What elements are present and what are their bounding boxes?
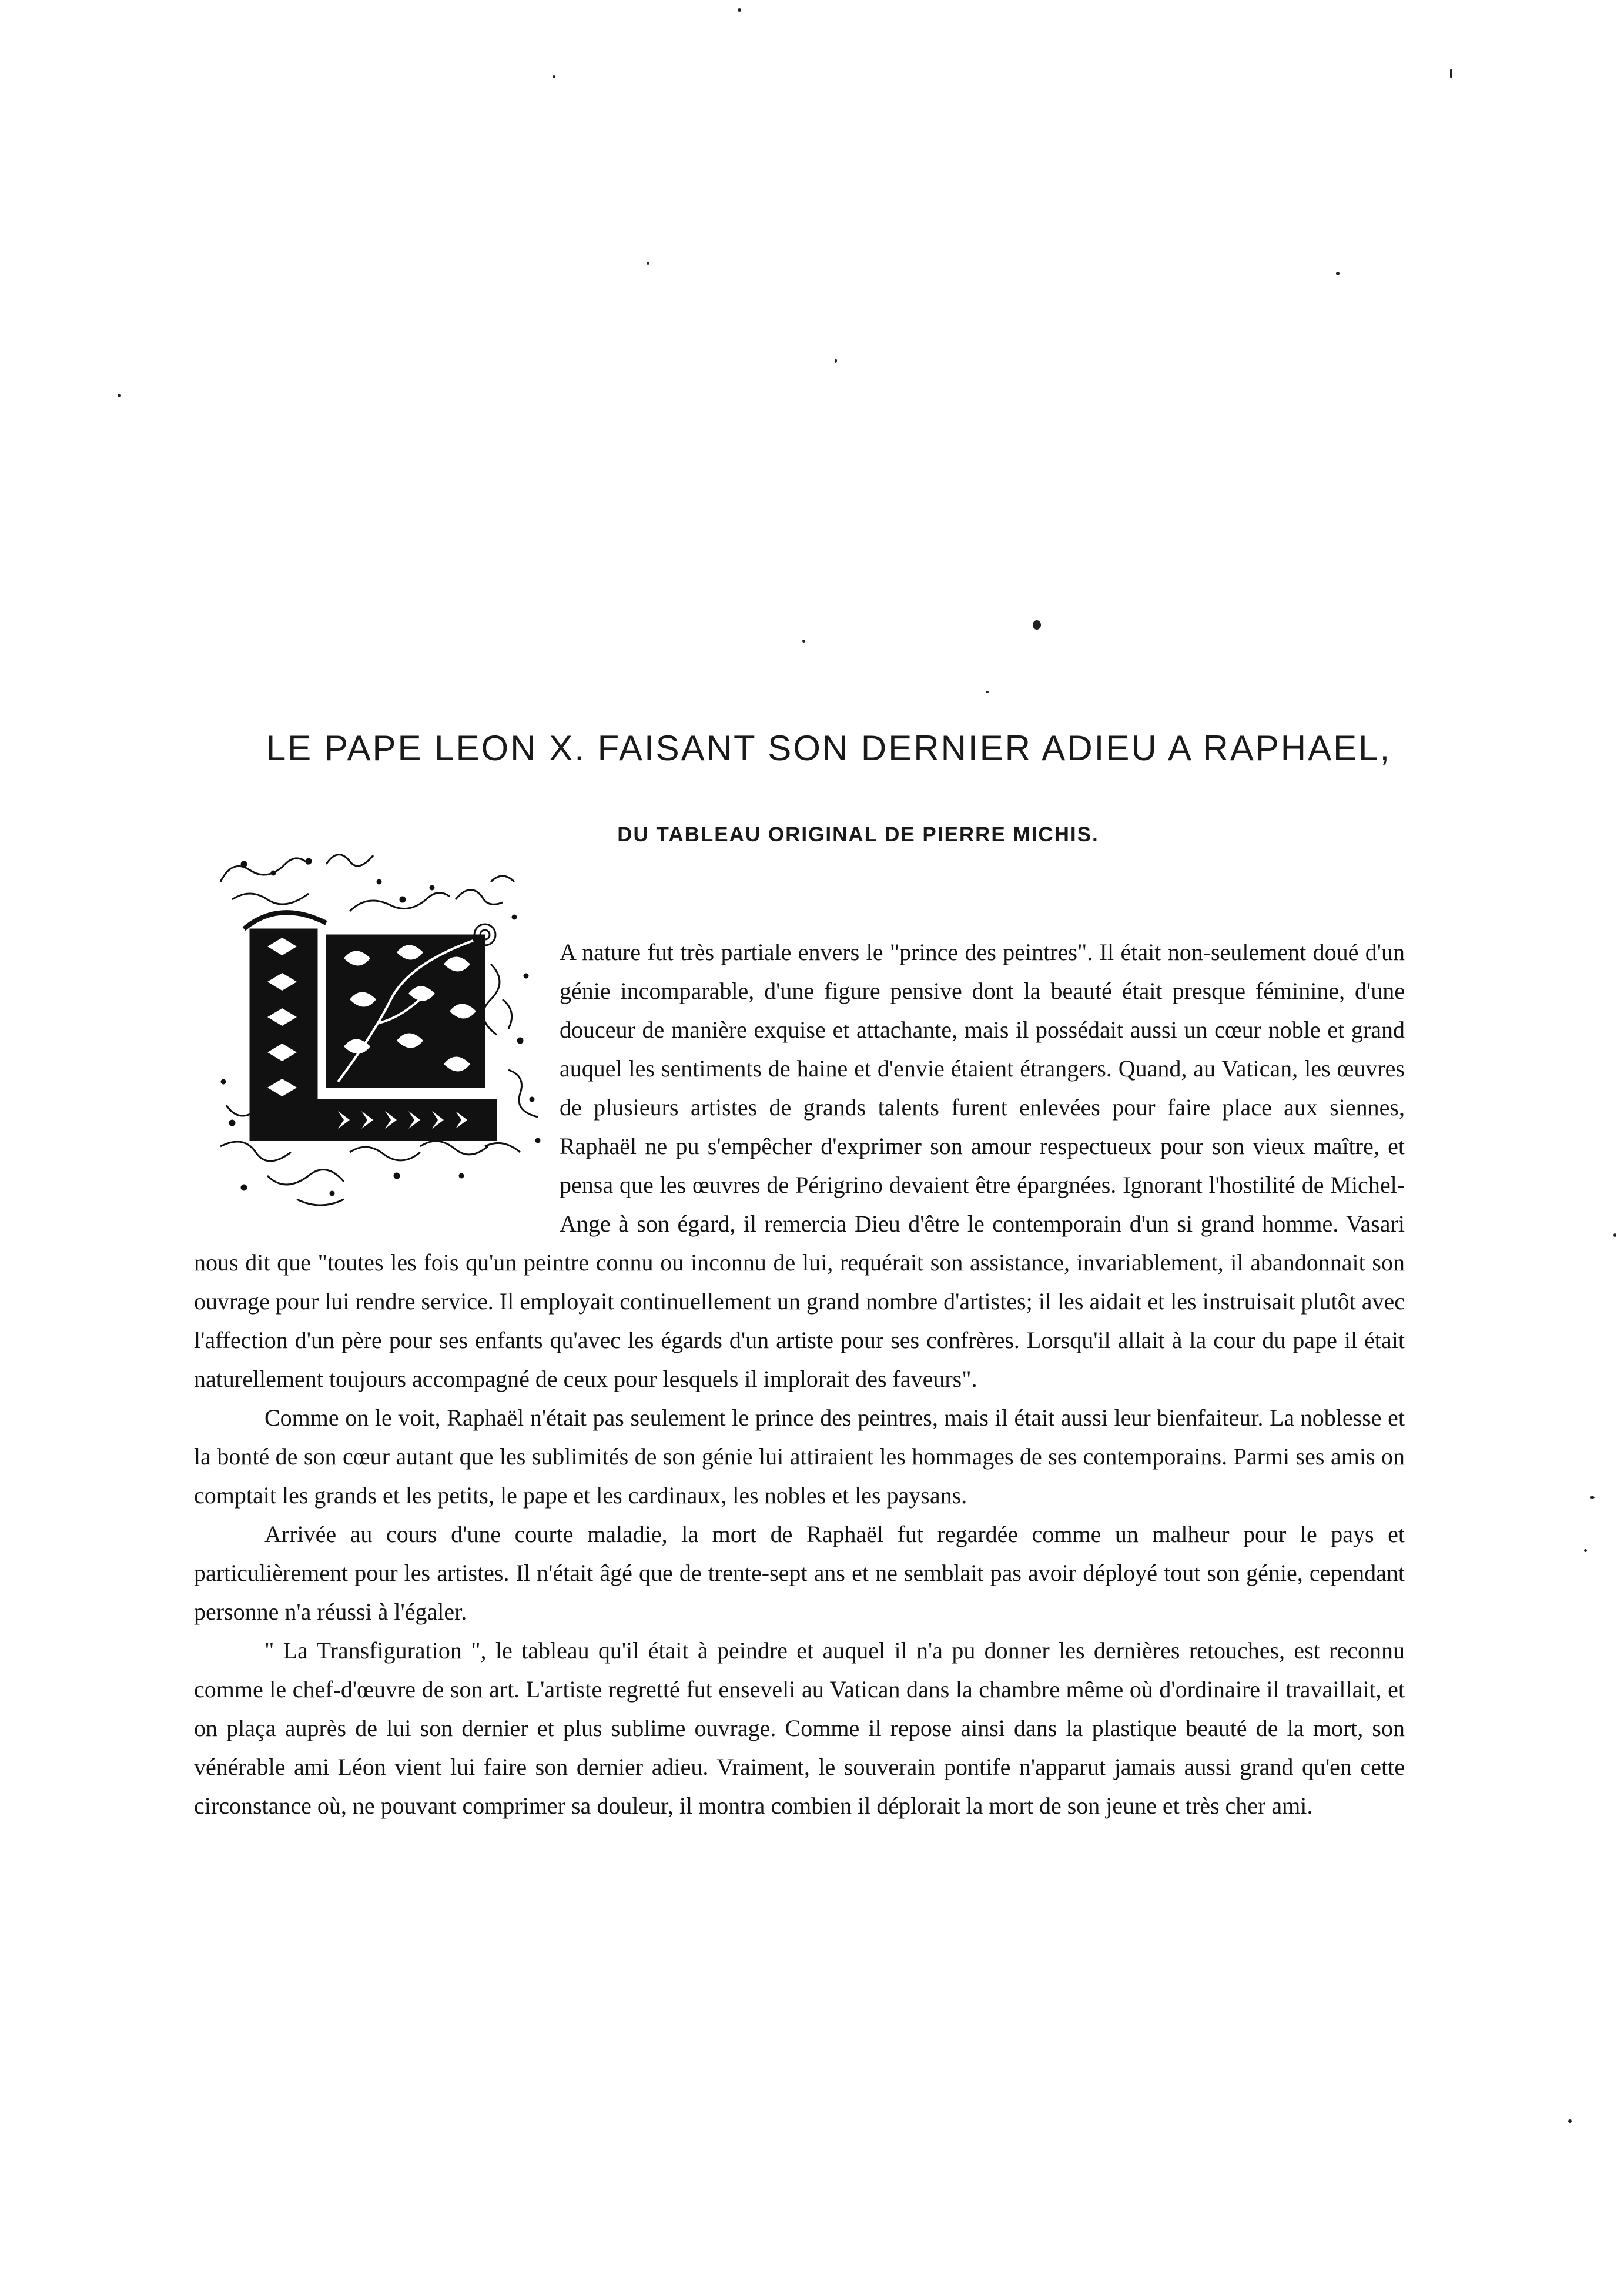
page-title: LE PAPE LEON X. FAISANT SON DERNIER ADIEU A RAPHAEL, [266,728,1392,768]
scan-speck [802,640,805,643]
scan-speck [835,359,837,363]
scan-speck [738,8,741,12]
paragraph-2: Comme on le voit, Raphaël n'était pas seulement le prince des peintres, mais il était aussi leur bienfaiteur. La noblesse et la bonté de son cœur autant que les sublimités de son génie lui attiraient les hommages de ses contemporains. Parmi ses amis on comptait les grands et les petits, le pape et les cardinaux, les nobles et les paysans. [194,1404,1405,1509]
paragraph-3: Arrivée au cours d'une courte maladie, la mort de Raphaël fut regardée comme un malheur pour le pays et particulièrement pour les artistes. Il n'était âgé que de trente-sept ans et ne semblait pas avoir déployé tout son génie, cependant personne n'a réussi à l'égaler. [194,1521,1405,1625]
scan-speck [1336,272,1340,275]
scan-speck [1584,1549,1587,1552]
dropcap-space [194,933,554,1215]
scan-speck [1590,1496,1595,1499]
page-subtitle: DU TABLEAU ORIGINAL DE PIERRE MICHIS. [617,823,1099,846]
paragraph-4: " La Transfiguration ", le tableau qu'il était à peindre et auquel il n'a pu donner les dernières retouches, est reconnu comme le chef-d'œuvre de son art. L'artiste regretté fut enseveli au Vatican dans la chambre même où d'ordinaire il travaillait, et on plaça auprès de lui son dernier et plus sublime ouvrage. Comme il repose ainsi dans la plastique beauté de la mort, son vénérable ami Léon vient lui faire son dernier adieu. Vraiment, le souverain pontife n'apparut jamais aussi grand qu'en cette circonstance où, ne pouvant comprimer sa douleur, il montra combien il déplorait la mort de son jeune et très cher ami. [194,1637,1405,1819]
scan-speck [118,394,121,397]
scan-speck [1613,1233,1616,1237]
scan-speck [1568,2119,1572,2123]
scan-speck [647,262,649,265]
body-text [194,933,1405,1825]
paragraph-1: A nature fut très partiale envers le "prince des peintres". Il était non-seulement doué d'un génie incomparable, d'une figure pensive dont la beauté était presque féminine, d'une douceur de manière exquise et attachante, mais il possédait aussi un cœur noble et grand auquel les sentiments de haine et d'envie étaient étrangers. Quand, au Vatican, les œuvres de plusieurs artistes de grands talents furent enlevées pour faire place aux siennes, Raphaël ne pu s'empêcher d'exprimer son amour respectueux pour son vieux maître, et pensa que les œuvres de Périgrino devaient être épargnées. Ignorant l'hostilité de Michel-Ange à son égard, il remercia Dieu d'être le contemporain d'un si grand homme. Vasari nous dit que "toutes les fois qu'un peintre connu ou inconnu de lui, requérait son assistance, invariablement, il abandonnait son ouvrage pour lui rendre service. Il employait continuellement un grand nombre d'artistes; il les aidait et les instruisait plutôt avec l'affection d'un père pour ses enfants qu'avec les égards d'un artiste pour ses confrères. Lorsqu'il allait à la cour du pape il était naturellement toujours accompagné de ceux pour lesquels il implorait des faveurs". [194,939,1405,1392]
scan-speck [1450,69,1452,78]
scan-speck [553,75,555,78]
scan-speck [986,691,989,693]
scan-speck [1033,620,1041,630]
